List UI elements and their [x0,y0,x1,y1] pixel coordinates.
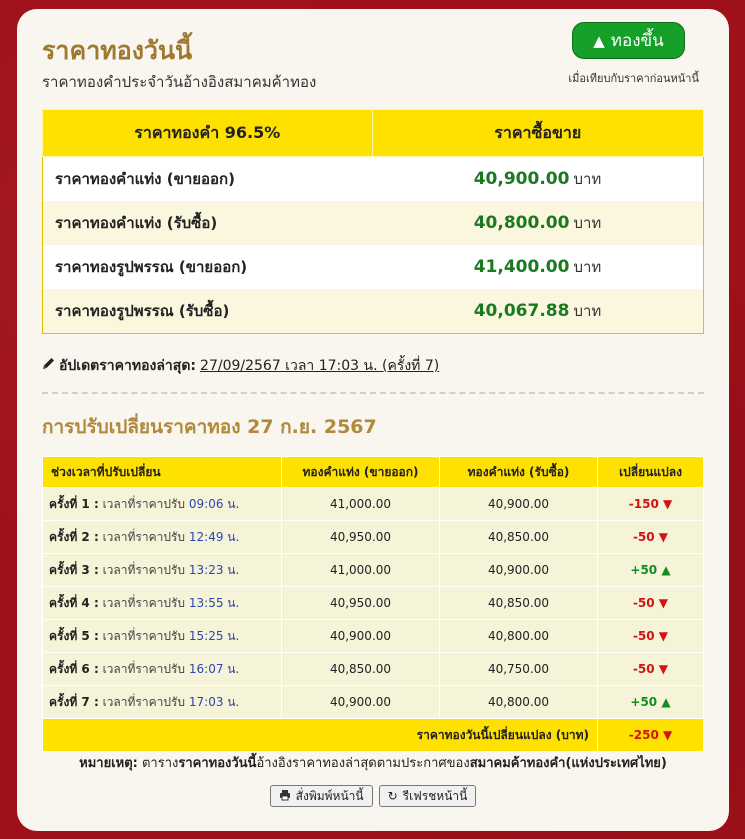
price-unit: บาท [573,214,602,232]
sell-price-cell: 41,000.00 [282,488,440,521]
history-time-cell [43,554,282,587]
sell-price-cell: 40,950.00 [282,587,440,620]
price-row-value [372,289,704,334]
change-cell: -50 ▼ [598,521,704,554]
sell-price-cell: 40,900.00 [282,620,440,653]
history-time-cell [43,521,282,554]
change-cell: -50 ▼ [598,653,704,686]
history-time-cell [43,620,282,653]
history-time-cell [43,587,282,620]
history-time-cell [43,488,282,521]
last-update-link[interactable]: 27/09/2567 เวลา 17:03 น. (ครั้งที่ 7) [200,358,440,374]
change-cell: +50 ▲ [598,554,704,587]
footnote-prefix: หมายเหตุ: [79,756,138,771]
price-row [43,157,704,202]
round-time: 09:06 น. [188,496,240,511]
history-table [42,456,704,752]
buy-price-cell: 40,900.00 [440,488,598,521]
history-total-row [43,719,704,752]
history-row [43,554,704,587]
price-row-label: ราคาทองคำแท่ง (รับซื้อ) [43,201,373,245]
buy-price-cell: 40,800.00 [440,686,598,719]
price-unit: บาท [573,302,602,320]
round-time: 13:23 น. [188,562,240,577]
history-total-label: ราคาทองวันนี้เปลี่ยนแปลง (บาท) [43,719,598,752]
time-prefix: เวลาที่ราคาปรับ [102,562,186,577]
price-row-label: ราคาทองรูปพรรณ (ขายออก) [43,245,373,289]
price-table-header-type: ราคาทองคำ 96.5% [43,110,373,157]
price-row [43,289,704,334]
price-row-value [372,157,704,202]
buy-price-cell: 40,900.00 [440,554,598,587]
buy-price-cell: 40,800.00 [440,620,598,653]
price-row-value [372,245,704,289]
round-time: 13:55 น. [188,595,240,610]
refresh-icon: ↻ [387,789,398,803]
price-row-label: ราคาทองคำแท่ง (ขายออก) [43,157,373,202]
history-header-sell: ทองคำแท่ง (ขายออก) [282,457,440,488]
round-label: ครั้งที่ 6 : [49,661,99,676]
compare-note: เมื่อเทียบกับราคาก่อนหน้านี้ [568,72,699,85]
footnote-bold-1: ราคาทองวันนี้ [178,756,257,771]
buy-price-cell: 40,750.00 [440,653,598,686]
price-amount: 40,067.88 [473,301,570,321]
price-table-header-price: ราคาซื้อขาย [372,110,704,157]
history-header-buy: ทองคำแท่ง (รับซื้อ) [440,457,598,488]
page-subtitle: ราคาทองคำประจำวันอ้างอิงสมาคมค้าทอง [42,73,317,91]
price-unit: บาท [573,258,602,276]
history-time-cell [43,686,282,719]
price-amount: 41,400.00 [473,257,570,277]
last-update-label: อัปเดตราคาทองล่าสุด: [59,358,197,374]
round-label: ครั้งที่ 7 : [49,694,99,709]
round-label: ครั้งที่ 4 : [49,595,99,610]
print-button-label: สั่งพิมพ์หน้านี้ [295,788,364,803]
footnote [17,752,729,773]
change-cell: -50 ▼ [598,620,704,653]
history-row [43,488,704,521]
time-prefix: เวลาที่ราคาปรับ [102,529,186,544]
sell-price-cell: 40,900.00 [282,686,440,719]
buy-price-cell: 40,850.00 [440,521,598,554]
price-unit: บาท [573,170,602,188]
price-amount: 40,900.00 [473,169,570,189]
round-label: ครั้งที่ 1 : [49,496,99,511]
time-prefix: เวลาที่ราคาปรับ [102,595,186,610]
change-cell: -50 ▼ [598,587,704,620]
round-time: 16:07 น. [188,661,240,676]
time-prefix: เวลาที่ราคาปรับ [102,661,186,676]
price-row [43,245,704,289]
price-row-value [372,201,704,245]
gold-price-card [17,9,729,831]
history-row [43,653,704,686]
last-update [42,355,439,377]
round-time: 12:49 น. [188,529,240,544]
time-prefix: เวลาที่ราคาปรับ [102,496,186,511]
sell-price-cell: 41,000.00 [282,554,440,587]
round-label: ครั้งที่ 2 : [49,529,99,544]
history-time-cell [43,653,282,686]
printer-icon [279,789,291,804]
footnote-text-1: ตาราง [137,756,179,771]
action-buttons [17,785,729,807]
history-header-time: ช่วงเวลาที่ปรับเปลี่ยน [43,457,282,488]
footnote-bold-2: สมาคมค้าทองคำ(แห่งประเทศไทย) [469,756,667,771]
round-label: ครั้งที่ 5 : [49,628,99,643]
change-cell: +50 ▲ [598,686,704,719]
round-time: 15:25 น. [188,628,240,643]
print-button[interactable] [270,785,373,807]
history-title: การปรับเปลี่ยนราคาทอง 27 ก.ย. 2567 [42,416,377,438]
section-divider [42,392,704,394]
page-title: ราคาทองวันนี้ [42,36,193,65]
pencil-icon [42,357,55,374]
round-time: 17:03 น. [188,694,240,709]
sell-price-cell: 40,950.00 [282,521,440,554]
history-total-value: -250 ▼ [598,719,704,752]
buy-price-cell: 40,850.00 [440,587,598,620]
change-cell: -150 ▼ [598,488,704,521]
history-row [43,521,704,554]
refresh-button-label: รีเฟรชหน้านี้ [402,788,468,803]
history-row [43,620,704,653]
time-prefix: เวลาที่ราคาปรับ [102,694,186,709]
footnote-text-2: อ้างอิงราคาทองล่าสุดตามประกาศของ [256,756,470,771]
history-row [43,587,704,620]
refresh-button[interactable] [379,785,477,807]
trend-badge [572,22,685,59]
history-header-change: เปลี่ยนแปลง [598,457,704,488]
trend-badge-label: ทองขึ้น [610,31,664,51]
price-amount: 40,800.00 [473,213,570,233]
price-table [42,109,704,334]
sell-price-cell: 40,850.00 [282,653,440,686]
round-label: ครั้งที่ 3 : [49,562,99,577]
price-row-label: ราคาทองรูปพรรณ (รับซื้อ) [43,289,373,334]
up-triangle-icon: ▲ [593,31,605,50]
time-prefix: เวลาที่ราคาปรับ [102,628,186,643]
price-row [43,201,704,245]
history-row [43,686,704,719]
